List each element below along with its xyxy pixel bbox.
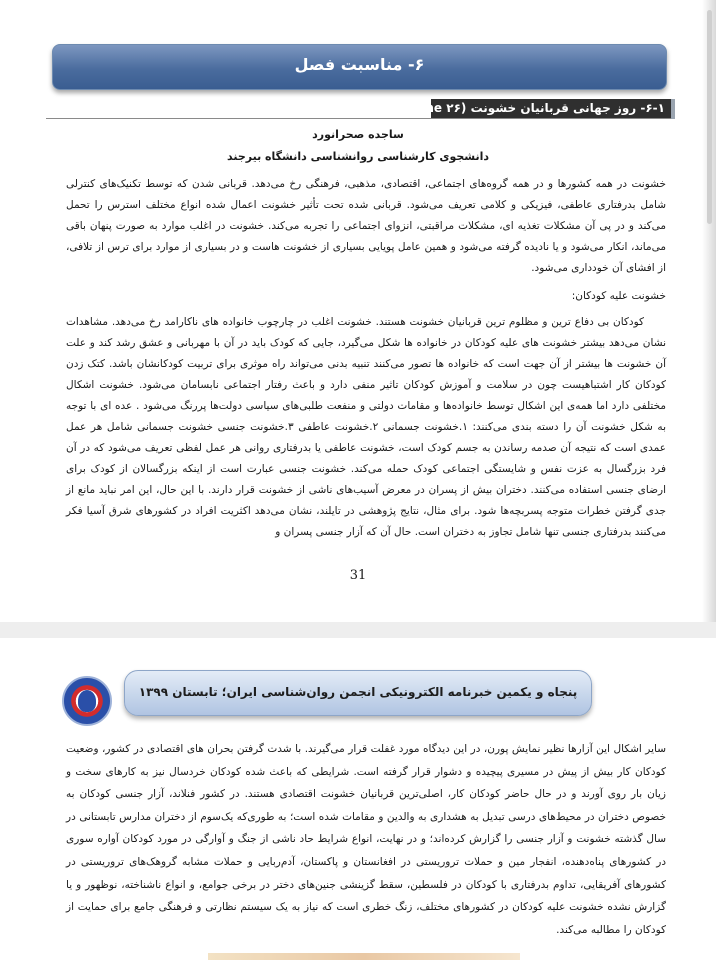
- page-separator: [0, 622, 716, 638]
- page-number: 31: [349, 568, 367, 583]
- chapter-title: ۶- مناسبت فصل: [294, 55, 425, 74]
- subheading-children-violence: خشونت علیه کودکان:: [571, 290, 666, 302]
- section-heading-text: ۶-۱- روز جهانی قربانیان خشونت (۲۶ June): [406, 101, 665, 115]
- author-name: ساجده صحرانورد: [312, 128, 404, 141]
- main-paragraph: کودکان بی دفاع ترین و مظلوم ترین قربانیان خشونت هستند. خشونت اغلب در چارچوب خانواده های ناکارامد رخ می‌دهد. مشاهدات نشان می‌دهد بیشتر خشونت های علیه کودکان در خانواده ها شکل می‌گیرد، جایی که کودک باید در آن با مهربانی و عشق رشد کند و علت آن خشونت ها بیشتر از آن جهت است که خانواده ها تصور می‌کنند تنبیه بدنی می‌تواند راه موثری برای تربیت کودکانشان باشد. کتک زدن کودکان کار اشتباهیست چون در سلامت و آموزش کودکان تاثیر منفی دارد و باعث رفتار اجتماعی نابسامان می‌شود. خشونت اشکال مختلفی دارد اما همه‌ی این اشکال توسط خانواده‌ها و مقامات دولتی و منفعت طلبی‌های سیاسی دولت‌ها پررنگ می‌شود . عده ای با توجه به شکل خشونت آن را دسته بندی می‌کنند: ۱.خشونت جسمانی ۲.خشونت عاطفی ۳.خشونت جنسی خشونت جسمانی شامل هر عمل عمدی است که نتیجه آن صدمه رساندن به جسم کودک است، خشونت عاطفی یا بدرفتاری روانی هر عمل لفظی تعریف می‌شود که در آن فرد بزرگسال به عزت نفس و شایستگی اجتماعی کودک حمله می‌کند. خشونت جنسی عبارت است از اینکه بزرگسالان از کودک برای ارضای جنسی استفاده می‌کنند. دختران بیش از پسران در معرض آسیب‌های ناشی از خشونت قرار دارند. با این حال، این امر نباید مانع از جدی گرفتن خطرات متوجه پسربچه‌ها شود. برای مثال، نتایج پژوهشی در تایلند، نشان می‌دهد اکثریت افراد در کشورهای شرق آسیا فکر می‌کنند بدرفتاری جنسی تنها شامل تجاوز به دختران است. حال آن که آزار جنسی پسران و: [66, 316, 666, 538]
- author-affiliation: دانشجوی کارشناسی روانشناسی دانشگاه بیرجند: [226, 150, 490, 163]
- section-heading: [406, 99, 671, 119]
- association-logo-icon: [62, 676, 112, 726]
- chapter-header: [52, 44, 667, 90]
- section-heading-bar: [671, 99, 675, 119]
- intro-paragraph: خشونت در همه کشورها و در همه گروه‌های اجتماعی، اقتصادی، مذهبی، فرهنگی رخ می‌دهد. قربانی شدن که توسط تکنیک‌های کنترلی شامل بدرفتاری عاطفی، فیزیکی و کلامی تعریف می‌شود. قربانی شده تحت تأثیر خشونت اعمال شده انواع مختلف استرس را تحمل می‌کند و در پی آن مشکلات تغذیه ای، مشکلات مراقبتی، انزوای اجتماعی را تجربه می‌کند. خشونت در اغلب موارد به صورت پنهان باقی می‌ماند، انکار می‌شود و یا نادیده گرفته می‌شود و همین عامل پویایی بسیاری از خشونت هاست و در بسیاری از موارد برای ترس از تلافی، از افشای آن خودداری می‌شود.: [66, 178, 666, 274]
- scroll-indicator[interactable]: [707, 10, 712, 224]
- section-rule: [46, 118, 671, 119]
- continuation-paragraph: سایر اشکال این آزارها نظیر نمایش پورن، در این دیدگاه مورد غفلت قرار می‌گیرند. با شدت گرفتن بحران های اقتصادی در کشور، وضعیت کودکان کار بیش از پیش در مسیری پیچیده و دشوار قرار گرفته است. شرایطی که باعث شده کودکان خردسال نیز به کارهای سخت و زیان بار روی آورند و در حال حاضر کودکان کار، اصلی‌ترین قربانیان خشونت اقتصادی هستند. در کشور فنلاند، آزار جنسی کودکان به خصوص دختران در محیط‌های درسی تبدیل به هشداری به والدین و مقامات شده است؛ به طوری‌که یک‌سوم از دختران مدارس تابستانی در سال گذشته خشونت و آزار جنسی را گزارش کرده‌اند؛ و در نهایت، انواع شرایط حاد ناشی از جنگ و آوارگی در مورد کودکان آواره سوری در کشورهای پناه‌دهنده، انفجار مین و حملات تروریستی در افغانستان و پاکستان، آدم‌ربایی و حملات مشابه گروهک‌های تروریستی در کشورهای آفریقایی، تداوم بدرفتاری با کودکان در فلسطین، سقط گزینشی جنین‌های دختر در برخی جوامع، و انواع ناشناخته، نوظهور و یا گزارش نشده خشونت علیه کودکان در کشورهای مختلف، زنگ خطری است که نیاز به یک سیستم نظارتی و فرهنگی جامع برای حمایت از کودکان را مطالبه می‌کند.: [66, 743, 666, 936]
- bottom-image: [208, 953, 520, 960]
- newsletter-title: پنجاه و یکمین خبرنامه الکترونیکی انجمن روان‌شناسی ایران؛ تابستان ۱۳۹۹: [138, 685, 578, 699]
- newsletter-banner: [124, 670, 592, 716]
